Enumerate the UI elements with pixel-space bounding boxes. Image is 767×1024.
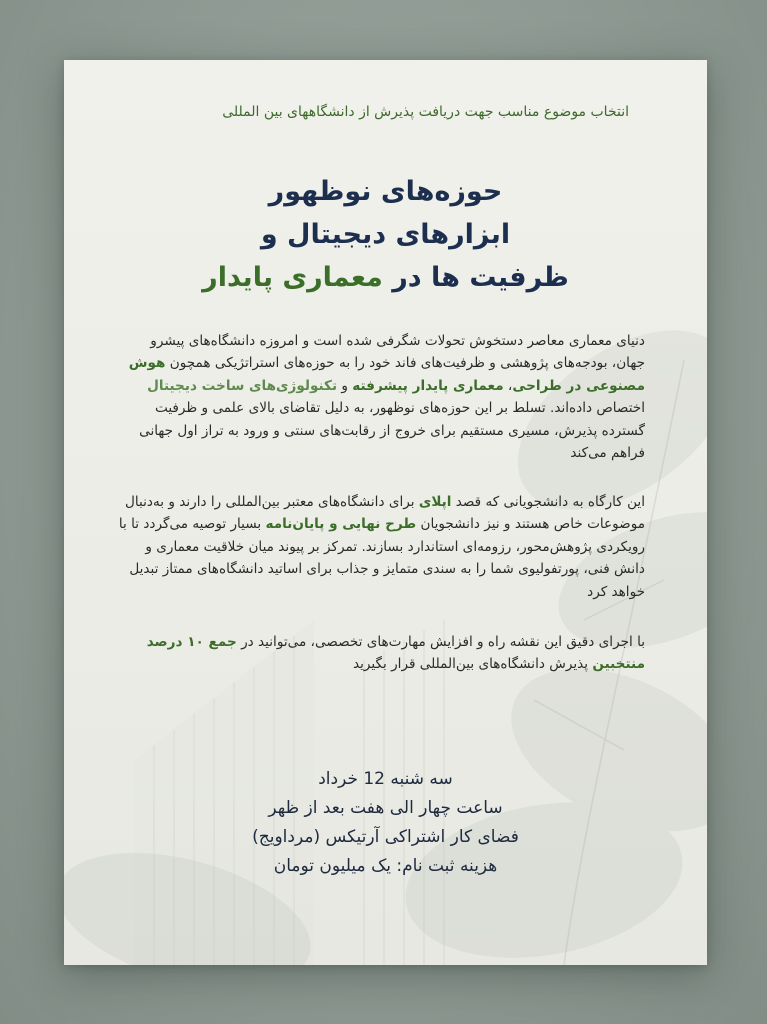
title-line-1: حوزه‌های نوظهور — [268, 176, 503, 207]
highlight-apply: اپلای — [418, 494, 452, 510]
paragraph-text: و — [337, 377, 353, 394]
event-poster — [64, 60, 707, 965]
event-date: سه شنبه 12 خرداد — [318, 769, 453, 789]
paragraph-text: با اجرای دقیق این نقشه راه و افزایش مهارت‌های تخصصی، می‌توانید در — [236, 634, 645, 650]
title-line-3 — [64, 256, 707, 299]
title-accent-text: معماری پایدار — [202, 262, 383, 293]
paragraph-text: دنیای معماری معاصر دستخوش تحولات شگرفی شده است و امروزه دانشگاه‌های پیشرو جهان، بودجه‌های پژوهشی و ظرفیت‌های فاند خود را به حوزه‌های استراتژیکی همچون — [150, 333, 645, 372]
highlight-thesis: طرح نهایی و پایان‌نامه — [265, 516, 417, 533]
event-time: ساعت چهار الی هفت بعد از ظهر — [268, 798, 503, 818]
title-line-3-text: ظرفیت ها در — [382, 262, 569, 293]
event-venue: فضای کار اشتراکی آرتیکس (مرداویج) — [252, 827, 519, 847]
paragraph-text: برای دانشگاه‌های معتبر بین‌المللی را دارند و به‌دنبال موضوعات خاص هستند و نیز دانشجویان — [124, 494, 645, 533]
paragraph-text: بسیار توصیه می‌گردد تا با رویکردی پژوهش‌محور، رزومه‌ای استاندارد بسازند. تمرکز بر پیوند میان خلاقیت معماری و دانش فنی، پورتفولیوی شما را به سندی متمایز و جذاب برای اساتید دانشگاه‌های ممتاز تبدیل خواهد کرد — [118, 516, 645, 600]
workshop-paragraph — [115, 491, 645, 603]
paragraph-text: اختصاص داده‌اند. تسلط بر این حوزه‌های نوظهور، به دلیل تقاضای بالای علمی و ظرفیت گسترده پذیرش، مسیری مستقیم برای خروج از رقابت‌های سنتی و ورود به تراز اول جهانی فراهم می‌کند — [139, 400, 645, 462]
highlight-top-ten-percent: جمع ۱۰ درصد منتخبین — [146, 634, 645, 673]
closing-paragraph — [115, 631, 645, 676]
intro-paragraph — [115, 330, 645, 464]
poster-subtitle: انتخاب موضوع مناسب جهت دریافت پذیرش از دانشگاههای بین المللی — [222, 104, 629, 120]
title-line-2: ابزارهای دیجیتال و — [260, 219, 511, 250]
event-fee: هزینه ثبت نام: یک میلیون تومان — [273, 856, 498, 876]
paragraph-text: این کارگاه به دانشجویانی که قصد — [451, 494, 645, 510]
paragraph-text: ، — [503, 377, 513, 394]
event-details — [64, 765, 707, 881]
paragraph-text: پذیرش دانشگاه‌های بین‌المللی قرار بگیرید — [352, 656, 593, 673]
highlight-ai-design: هوش مصنوعی در طراحی — [128, 355, 645, 394]
highlight-digital-fabrication: تکنولوژی‌های ساخت دیجیتال — [147, 377, 338, 394]
highlight-sustainable-architecture: معماری پایدار پیشرفته — [352, 377, 504, 394]
poster-title — [64, 170, 707, 299]
poster-content — [64, 60, 707, 965]
